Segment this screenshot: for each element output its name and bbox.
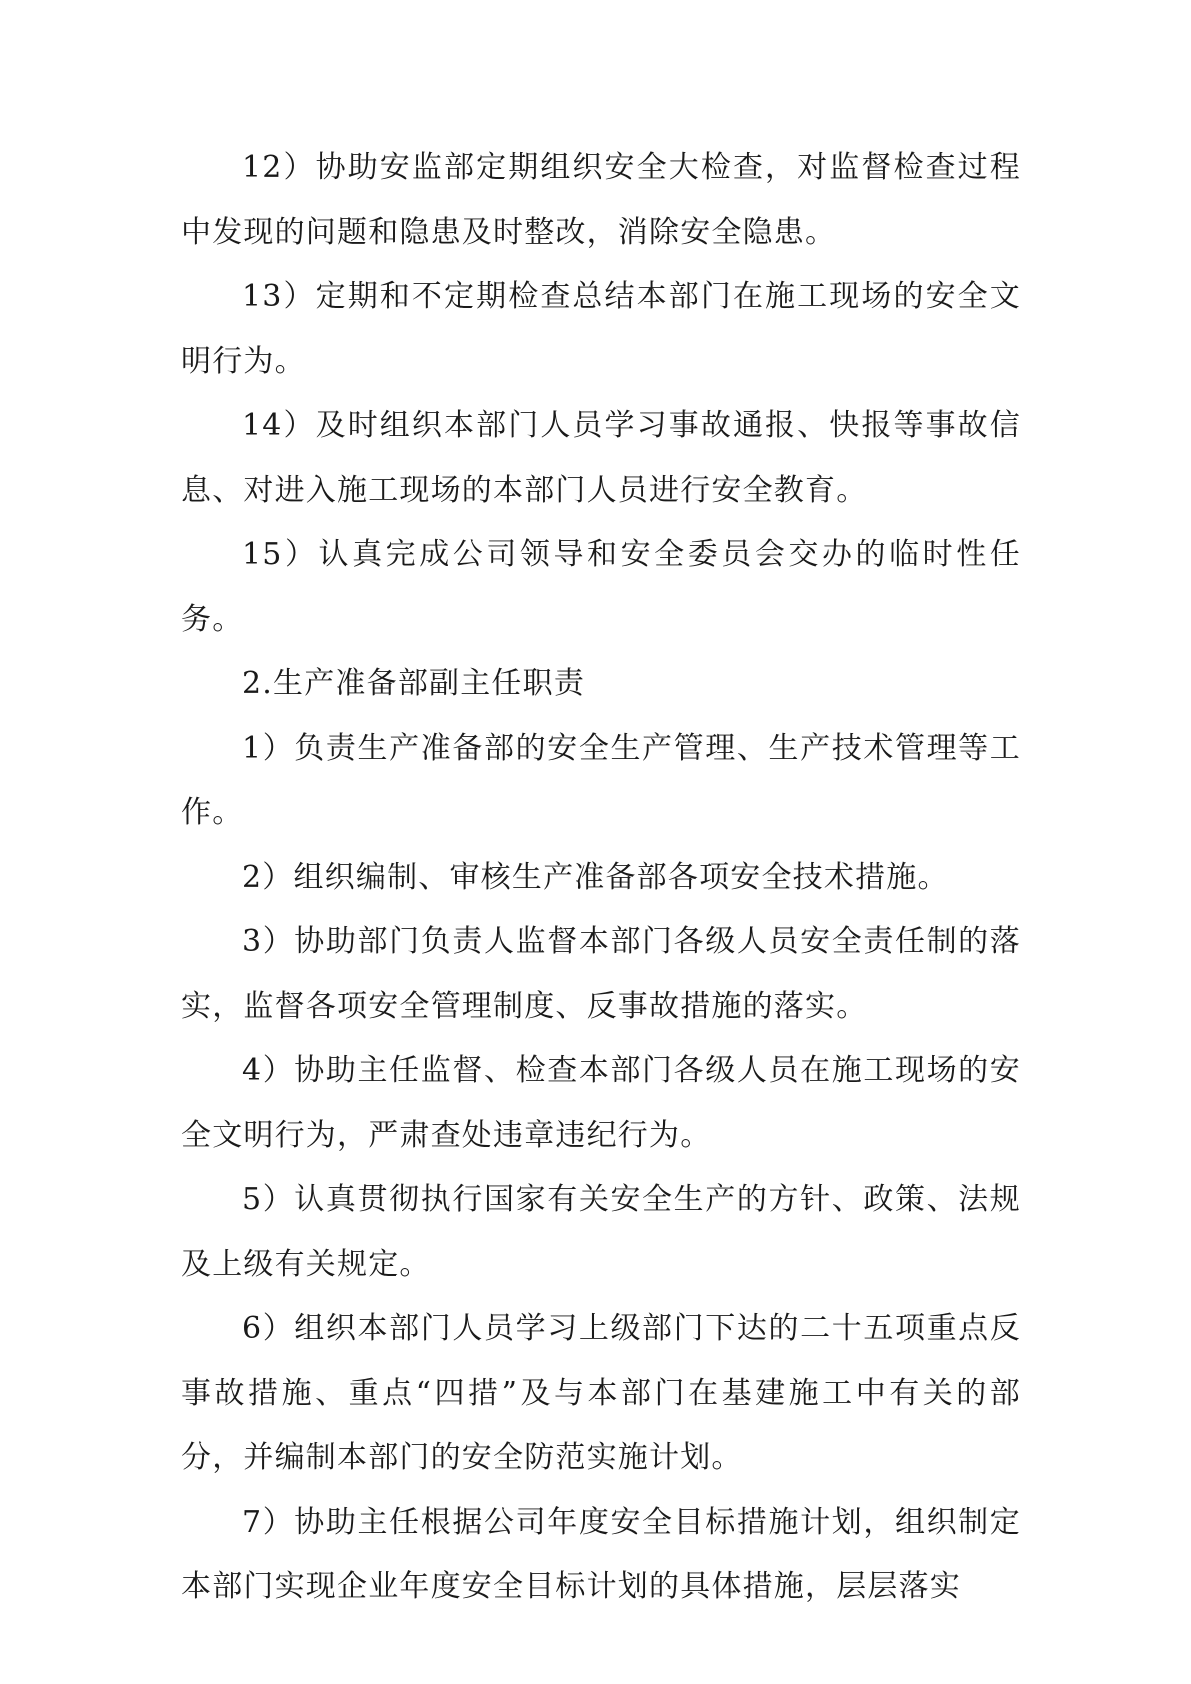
paragraph-item-6: 6）组织本部门人员学习上级部门下达的二十五项重点反事故措施、重点“四措”及与本部门在基建施工中有关的部分，并编制本部门的安全防范实施计划。 [181, 1311, 1021, 1475]
paragraph-item-4: 4）协助主任监督、检查本部门各级人员在施工现场的安全文明行为，严肃查处违章违纪行为。 [181, 1053, 1021, 1153]
paragraph-item-15: 15）认真完成公司领导和安全委员会交办的临时性任务。 [181, 537, 1021, 637]
paragraph-item-1: 1）负责生产准备部的安全生产管理、生产技术管理等工作。 [181, 730, 1021, 830]
paragraph-item-13: 13）定期和不定期检查总结本部门在施工现场的安全文明行为。 [181, 279, 1021, 379]
section-heading: 2.生产准备部副主任职责 [242, 666, 586, 701]
document-body [181, 136, 1021, 1620]
paragraph-item-12: 12）协助安监部定期组织安全大检查，对监督检查过程中发现的问题和隐患及时整改，消除安全隐患。 [181, 150, 1021, 250]
paragraph-item-5: 5）认真贯彻执行国家有关安全生产的方针、政策、法规及上级有关规定。 [181, 1182, 1021, 1282]
paragraph-item-3: 3）协助部门负责人监督本部门各级人员安全责任制的落实，监督各项安全管理制度、反事故措施的落实。 [181, 924, 1021, 1024]
paragraph-item-14: 14）及时组织本部门人员学习事故通报、快报等事故信息、对进入施工现场的本部门人员进行安全教育。 [181, 408, 1021, 508]
paragraph-item-2: 2）组织编制、审核生产准备部各项安全技术措施。 [242, 859, 949, 895]
paragraph-item-7: 7）协助主任根据公司年度安全目标措施计划，组织制定本部门实现企业年度安全目标计划的具体措施，层层落实 [181, 1504, 1021, 1604]
